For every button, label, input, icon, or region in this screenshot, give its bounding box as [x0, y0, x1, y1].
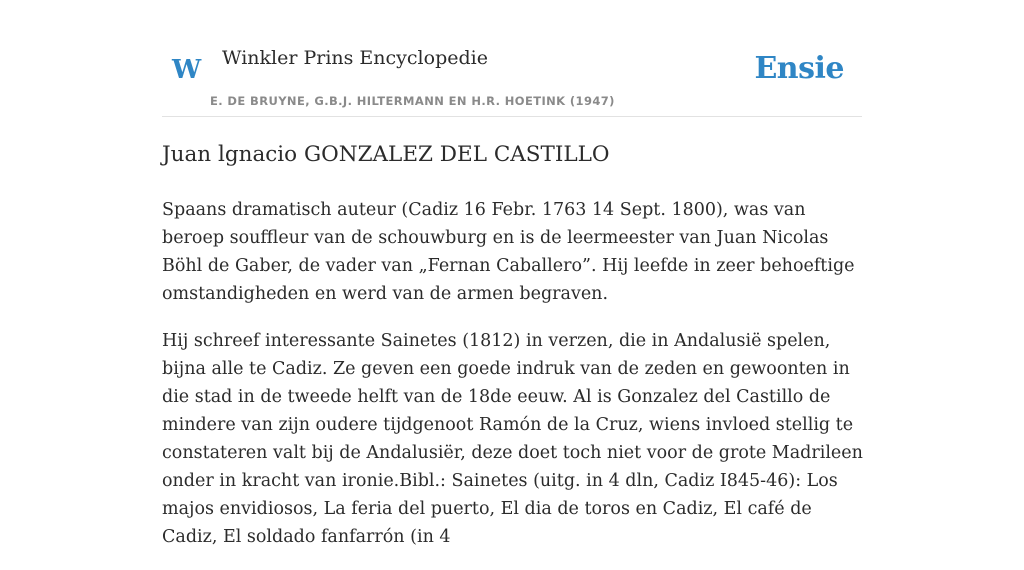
- article-paragraph: Spaans dramatisch auteur (Cadiz 16 Febr. 1763 14 Sept. 1800), was van beroep souffleur van de schouwburg en is de leermeester van Juan Nicolas Böhl de Gaber, de vader van „Fernan Caballero”. Hij leefde in zeer behoeftige omstandigheden en werd van de armen begraven.: [162, 200, 855, 304]
- brand-logo[interactable]: Ensie: [754, 51, 844, 86]
- source-title[interactable]: Winkler Prins Encyclopedie: [222, 47, 488, 69]
- article-title: Juan lgnacio GONZALEZ DEL CASTILLO: [162, 142, 610, 167]
- article: [162, 138, 867, 570]
- article-paragraph: Hij schreef interessante Sainetes (1812) in verzen, die in Andalusië spelen, bijna alle te Cadiz. Ze geven een goede indruk van de zeden en gewoonten in die stad in de tweede helft van de 18de eeuw. Al is Gonzalez del Castillo de mindere van zijn oudere tijdgenoot Ramón de la Cruz, wiens invloed stellig te constateren valt bij de Andalusiër, deze doet toch niet voor de grote Madrileen onder in kracht van ironie.Bibl.: Sainetes (uitg. in 4 dln, Cadiz I845-46): Los majos envidiosos, La feria del puerto, El dia de toros en Cadiz, El café de Cadiz, El soldado fanfarrón (in 4: [162, 331, 863, 547]
- page-header: [162, 0, 862, 117]
- source-logo[interactable]: W: [172, 55, 202, 85]
- source-authors: E. DE BRUYNE, G.B.J. HILTERMANN EN H.R. HOETINK (1947): [210, 94, 615, 108]
